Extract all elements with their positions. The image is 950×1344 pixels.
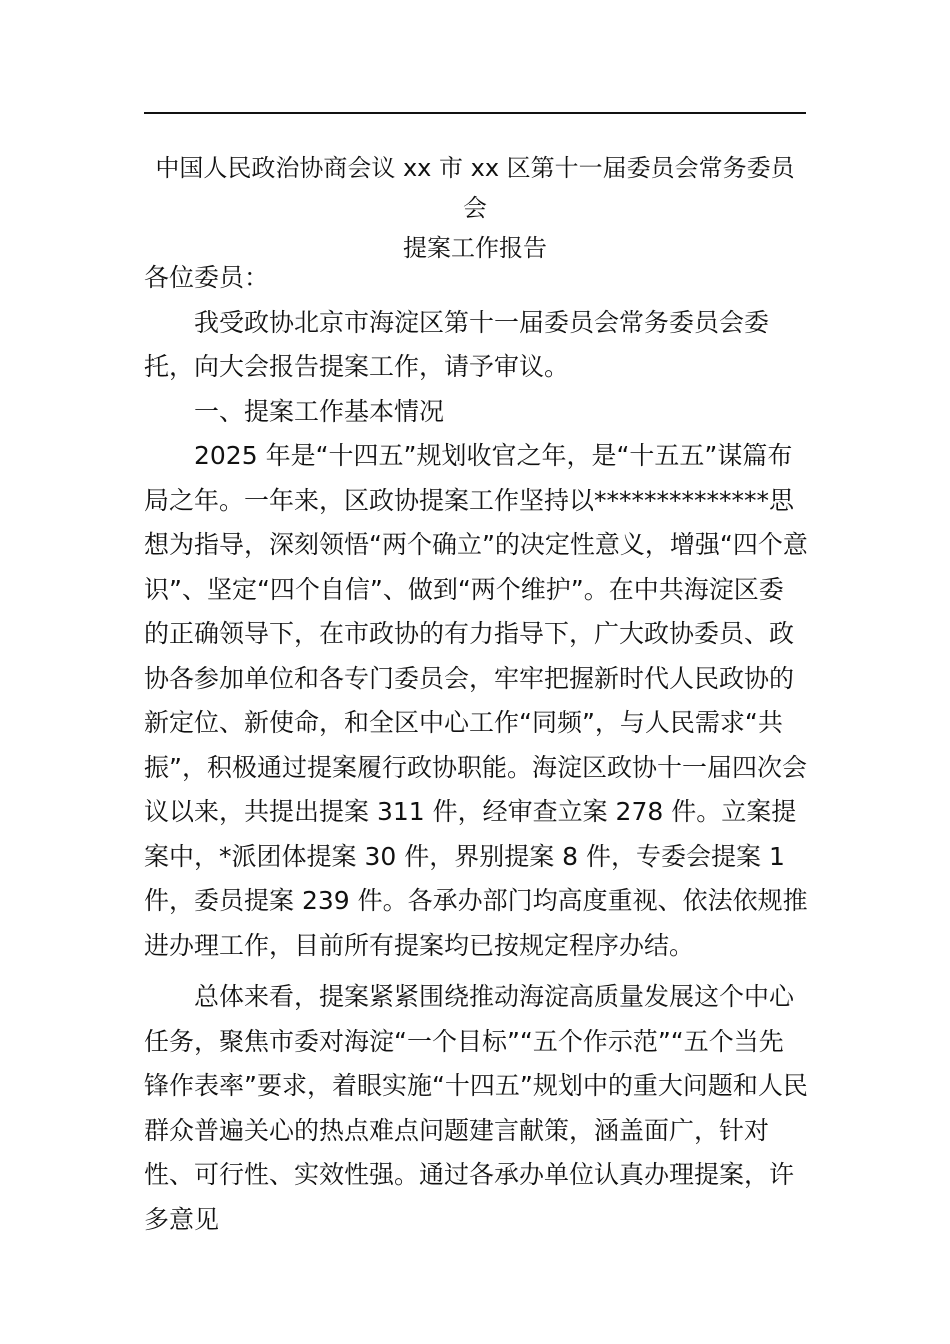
salutation: 各位委员：: [144, 263, 270, 292]
paragraph-overview: 2025 年是“十四五”规划收官之年，是“十五五”谋篇布局之年。一年来，区政协提案工作坚持以**************思想为指导，深刻领悟“两个确立”的决定性意义，增强“四个意识”、坚定“四个自信”、做到“两个维护”。在中共海淀区委的正确领导下，在市政协的有力指导下，广大政协委员、政协各参加单位和各专门委员会，牢牢把握新时代人民政协的新定位、新使命，和全区中心工作“同频”，与人民需求“共振”，积极通过提案履行政协职能。海淀区政协十一届四次会议以来，共提出提案 311 件，经审查立案 278 件。立案提案中，*派团体提案 30 件，界别提案 8 件，专委会提案 1 件，委员提案 239 件。各承办部门均高度重视、依法依规推进办理工作，目前所有提案均已按规定程序办结。: [144, 441, 808, 960]
title-line-2: 提案工作报告: [403, 234, 547, 262]
title-line-1: 中国人民政治协商会议 xx 市 xx 区第十一届委员会常务委员会: [155, 154, 795, 222]
document-body: [144, 256, 808, 1242]
paragraph-intro: 我受政协北京市海淀区第十一届委员会常务委员会委托，向大会报告提案工作，请予审议。: [144, 307, 770, 381]
document-title: [144, 148, 806, 268]
paragraph-summary: 总体来看，提案紧紧围绕推动海淀高质量发展这个中心任务，聚焦市委对海淀“一个目标”“五个作示范”“五个当先锋作表率”要求，着眼实施“十四五”规划中的重大问题和人民群众普遍关心的热点难点问题建言献策，涵盖面广，针对性、可行性、实效性强。通过各承办单位认真办理提案，许多意见: [144, 982, 808, 1234]
section-heading: 一、提案工作基本情况: [194, 396, 445, 426]
header-rule: [144, 112, 806, 114]
